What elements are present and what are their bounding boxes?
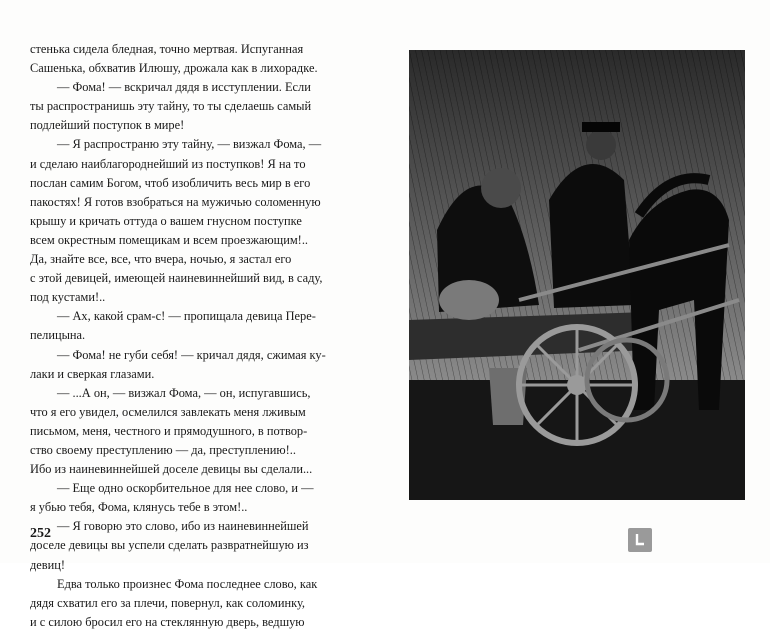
text-line: и сделаю наиблагороднейший из поступков! Я на то: [30, 156, 306, 171]
text-line: с этой девицей, имеющей наиневиннейший вид, в саду,: [30, 271, 323, 286]
text-line: доселе девицы вы успели сделать развратнейшую из: [30, 538, 309, 553]
text-line: — Я распространю эту тайну, — визжал Фома, —: [57, 137, 322, 152]
text-line: Ибо из наиневиннейшей доселе девицы вы сделали...: [30, 462, 313, 477]
text-line: стенька сидела бледная, точно мертвая. Испуганная: [30, 42, 304, 56]
text-line: — Еще одно оскорбительное для нее слово, и —: [57, 481, 314, 496]
text-line: Едва только произнес Фома последнее слово, как: [57, 576, 318, 591]
text-line: Сашенька, обхватив Илюшу, дрожала как в лихорадке.: [30, 61, 318, 76]
text-line: я убью тебя, Фома, клянусь тебе в этом!..: [30, 500, 248, 515]
text-line: — Ах, какой срам-с! — пропищала девица Пере-: [57, 309, 316, 324]
text-line: девиц!: [30, 557, 66, 572]
text-line: дядя схватил его за плечи, повернул, как соломинку,: [30, 595, 306, 610]
text-line: под кустами!..: [30, 290, 106, 305]
engraving-illustration: [409, 50, 745, 500]
text-line: пелицына.: [30, 328, 86, 343]
text-line: — Фома! — вскричал дядя в исступлении. Если: [57, 80, 311, 95]
text-line: подлейший поступок в мире!: [30, 118, 185, 133]
text-line: лаки и сверкая глазами.: [30, 366, 155, 381]
engraving-horse-cart-icon: [409, 50, 745, 500]
text-column: [30, 40, 360, 632]
text-line: ты распространишь эту тайну, то ты сделаешь самый: [30, 99, 312, 114]
text-line: Да, знайте все, все, что вчера, ночью, я застал его: [30, 252, 292, 267]
book-logo-icon: [628, 528, 652, 552]
text-line: — Я говорю это слово, ибо из наиневиннейшей: [57, 519, 309, 534]
text-line: пакостях! Я готов взобраться на мужичью соломенную: [30, 194, 321, 209]
text-line: и с силою бросил его на стеклянную дверь, ведшую: [30, 614, 305, 629]
text-line: ство своему преступлению — да, преступлению!..: [30, 442, 296, 457]
page-number: 252: [30, 526, 51, 541]
text-line: письмом, меня, честного и прямодушного, в потвор-: [30, 423, 308, 438]
text-line: — Фома! не губи себя! — кричал дядя, сжимая ку-: [57, 347, 326, 362]
text-line: — ...А он, — визжал Фома, — он, испугавшись,: [57, 385, 311, 400]
text-line: всем окрестным помещикам и всем проезжающим!..: [30, 232, 309, 247]
text-line: крышу и кричать оттуда о вашем гнусном поступке: [30, 213, 302, 228]
text-line: послан самим Богом, чтоб изобличить весь мир в его: [30, 175, 311, 190]
text-line: что я его увидел, осмелился завлекать меня лживым: [30, 404, 306, 419]
